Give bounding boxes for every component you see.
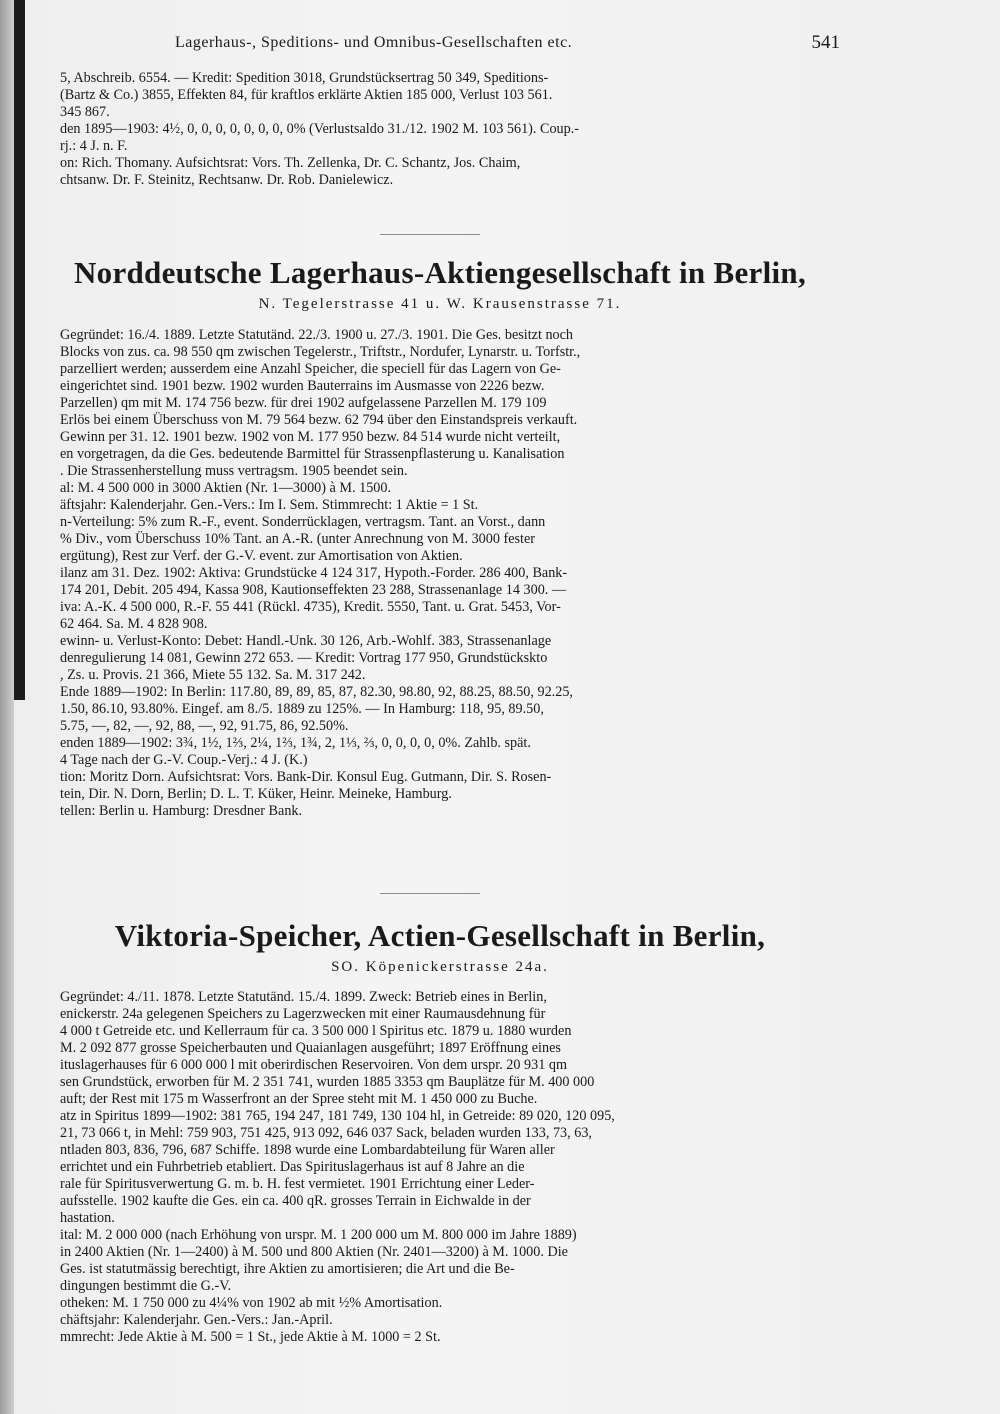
- text-line: 21, 73 066 t, in Mehl: 759 903, 751 425, 913 092, 646 037 Sack, beladen wurden 133, 73, 63,: [60, 1125, 592, 1141]
- text-line: rj.: 4 J. n. F.: [60, 138, 128, 154]
- company-entry: [60, 327, 840, 820]
- text-line: eingerichtet sind. 1901 bezw. 1902 wurden Bauterrains im Ausmasse von 2226 bezw.: [60, 378, 545, 394]
- text-line: tein, Dir. N. Dorn, Berlin; D. L. T. Küker, Heinr. Meineke, Hamburg.: [60, 786, 452, 802]
- text-line: 62 464. Sa. M. 4 828 908.: [60, 616, 208, 632]
- text-line: enickerstr. 24a gelegenen Speichers zu Lagerzwecken mit einer Raumausdehnung für: [60, 1006, 546, 1022]
- text-line: 5.75, —, 82, —, 92, 88, —, 92, 91.75, 86, 92.50%.: [60, 718, 349, 734]
- text-line: Ges. ist statutmässig berechtigt, ihre Aktien zu amortisieren; die Art und die Be-: [60, 1261, 515, 1277]
- text-line: ergütung), Rest zur Verf. der G.-V. event. zur Amortisation von Aktien.: [60, 548, 463, 564]
- text-line: hastation.: [60, 1210, 115, 1226]
- text-line: 4 000 t Getreide etc. und Kellerraum für ca. 3 500 000 l Spiritus etc. 1879 u. 1880 wurden: [60, 1023, 572, 1039]
- text-line: on: Rich. Thomany. Aufsichtsrat: Vors. Th. Zellenka, Dr. C. Schantz, Jos. Chaim,: [60, 155, 521, 171]
- text-line: chäftsjahr: Kalenderjahr. Gen.-Vers.: Jan.-April.: [60, 1312, 333, 1328]
- company-address: N. Tegelerstrasse 41 u. W. Krausenstrasse 71.: [258, 296, 622, 312]
- text-line: Ende 1889—1902: In Berlin: 117.80, 89, 89, 85, 87, 82.30, 98.80, 92, 88.25, 88.50, 92.25,: [60, 684, 573, 700]
- text-line: sen Grundstück, erworben für M. 2 351 741, wurden 1885 3353 qm Bauplätze für M. 400 000: [60, 1074, 595, 1090]
- text-line: auft; der Rest mit 175 m Wasserfront an der Spree steht mit M. 1 450 000 zu Buche.: [60, 1091, 538, 1107]
- text-line: % Div., vom Überschuss 10% Tant. an A.-R. (unter Anrechnung von M. 3000 fester: [60, 531, 535, 547]
- text-line: 4 Tage nach der G.-V. Coup.-Verj.: 4 J. (K.): [60, 752, 308, 768]
- text-line: tion: Moritz Dorn. Aufsichtsrat: Vors. Bank-Dir. Konsul Eug. Gutmann, Dir. S. Rosen-: [60, 769, 552, 785]
- text-line: al: M. 4 500 000 in 3000 Aktien (Nr. 1—3000) à M. 1500.: [60, 480, 392, 496]
- text-line: dingungen bestimmt die G.-V.: [60, 1278, 232, 1294]
- binding-strip: [14, 0, 25, 700]
- text-line: Parzellen) qm mit M. 174 756 bezw. für drei 1902 aufgelassene Parzellen M. 179 109: [60, 395, 547, 411]
- text-line: 5, Abschreib. 6554. — Kredit: Spedition 3018, Grundstücksertrag 50 349, Speditions-: [60, 70, 549, 86]
- text-line: n-Verteilung: 5% zum R.-F., event. Sonderrücklagen, vertragsm. Tant. an Vorst., dann: [60, 514, 546, 530]
- text-line: Erlös bei einem Überschuss von M. 79 564 bezw. 62 794 über den Einstandspreis verkauft.: [60, 412, 578, 428]
- text-line: ital: M. 2 000 000 (nach Erhöhung von urspr. M. 1 200 000 um M. 800 000 im Jahre 1889): [60, 1227, 577, 1243]
- text-line: (Bartz & Co.) 3855, Effekten 84, für kraftlos erklärte Aktien 185 000, Verlust 103 561.: [60, 87, 553, 103]
- text-line: ntladen 803, 836, 796, 687 Schiffe. 1898 wurde eine Lombardabteilung für Waren aller: [60, 1142, 555, 1158]
- text-line: chtsanw. Dr. F. Steinitz, Rechtsanw. Dr. Rob. Danielewicz.: [60, 172, 394, 188]
- company-entry: [60, 989, 840, 1346]
- text-line: 1.50, 86.10, 93.80%. Eingef. am 8./5. 1889 zu 125%. — In Hamburg: 118, 95, 89.50,: [60, 701, 544, 717]
- text-line: den 1895—1903: 4½, 0, 0, 0, 0, 0, 0, 0, 0% (Verlustsaldo 31./12. 1902 M. 103 561). Coup.-: [60, 121, 579, 137]
- text-line: , Zs. u. Provis. 21 366, Miete 55 132. Sa. M. 317 242.: [60, 667, 366, 683]
- text-line: ituslagerhauses für 6 000 000 l mit oberirdischen Reservoiren. Von dem urspr. 20 931 qm: [60, 1057, 567, 1073]
- text-line: äftsjahr: Kalenderjahr. Gen.-Vers.: Im I. Sem. Stimmrecht: 1 Aktie = 1 St.: [60, 497, 479, 513]
- text-line: tellen: Berlin u. Hamburg: Dresdner Bank.: [60, 803, 303, 819]
- binding-shadow: [0, 0, 14, 1414]
- section-divider: [380, 893, 480, 894]
- company-title: Viktoria-Speicher, Actien-Gesellschaft in Berlin,: [114, 918, 766, 953]
- text-line: M. 2 092 877 grosse Speicherbauten und Quaianlagen ausgeführt; 1897 Eröffnung eines: [60, 1040, 561, 1056]
- previous-entry: [60, 70, 840, 189]
- text-line: otheken: M. 1 750 000 zu 4¼% von 1902 ab mit ½% Amortisation.: [60, 1295, 443, 1311]
- text-line: . Die Strassenherstellung muss vertragsm. 1905 beendet sein.: [60, 463, 408, 479]
- text-line: Gewinn per 31. 12. 1901 bezw. 1902 von M. 177 950 bezw. 84 514 wurde nicht verteilt,: [60, 429, 561, 445]
- text-line: aufsstelle. 1902 kaufte die Ges. ein ca. 400 qR. grosses Terrain in Eichwalde in der: [60, 1193, 531, 1209]
- running-title: Lagerhaus-, Speditions- und Omnibus-Gesellschaften etc.: [175, 34, 573, 51]
- text-line: Gegründet: 4./11. 1878. Letzte Statutänd. 15./4. 1899. Zweck: Betrieb eines in Berlin,: [60, 989, 547, 1005]
- section-divider: [380, 234, 480, 235]
- company-address: SO. Köpenickerstrasse 24a.: [331, 959, 549, 975]
- text-line: mmrecht: Jede Aktie à M. 500 = 1 St., jede Aktie à M. 1000 = 2 St.: [60, 1329, 441, 1345]
- page-number: 541: [811, 32, 840, 53]
- page-header: [60, 34, 840, 60]
- text-line: 345 867.: [60, 104, 110, 120]
- text-line: ewinn- u. Verlust-Konto: Debet: Handl.-Unk. 30 126, Arb.-Wohlf. 383, Strassenanlage: [60, 633, 552, 649]
- text-line: atz in Spiritus 1899—1902: 381 765, 194 247, 181 749, 130 104 hl, in Getreide: 89 020, 120 095,: [60, 1108, 615, 1124]
- text-line: iva: A.-K. 4 500 000, R.-F. 55 441 (Rückl. 4735), Kredit. 5550, Tant. u. Grat. 5453, Vor-: [60, 599, 561, 615]
- text-line: ilanz am 31. Dez. 1902: Aktiva: Grundstücke 4 124 317, Hypoth.-Forder. 286 400, Bank-: [60, 565, 568, 581]
- text-line: enden 1889—1902: 3¾, 1½, 1⅔, 2¼, 1⅔, 1¾, 2, 1⅓, ⅔, 0, 0, 0, 0, 0%. Zahlb. spät.: [60, 735, 531, 751]
- text-line: denregulierung 14 081, Gewinn 272 653. — Kredit: Vortrag 177 950, Grundstückskto: [60, 650, 548, 666]
- text-line: Blocks von zus. ca. 98 550 qm zwischen Tegelerstr., Triftstr., Nordufer, Lynarstr. u. Torfstr.,: [60, 344, 581, 360]
- text-line: en vorgetragen, da die Ges. bedeutende Barmittel für Strassenpflasterung u. Kanalisation: [60, 446, 565, 462]
- company-title: Norddeutsche Lagerhaus-Aktiengesellschaft in Berlin,: [73, 255, 807, 290]
- text-line: errichtet und ein Fuhrbetrieb etabliert. Das Spirituslagerhaus ist auf 8 Jahre an die: [60, 1159, 525, 1175]
- text-line: 174 201, Debit. 205 494, Kassa 908, Kautionseffekten 23 288, Strassenanlage 14 300. —: [60, 582, 567, 598]
- text-line: in 2400 Aktien (Nr. 1—2400) à M. 500 und 800 Aktien (Nr. 2401—3200) à M. 1000. Die: [60, 1244, 568, 1260]
- text-line: parzelliert werden; ausserdem eine Anzahl Speicher, die speciell für das Lagern von Ge-: [60, 361, 561, 377]
- text-line: rale für Spiritusverwertung G. m. b. H. fest vermietet. 1901 Errichtung einer Leder-: [60, 1176, 535, 1192]
- text-line: Gegründet: 16./4. 1889. Letzte Statutänd. 22./3. 1900 u. 27./3. 1901. Die Ges. besitzt noch: [60, 327, 574, 343]
